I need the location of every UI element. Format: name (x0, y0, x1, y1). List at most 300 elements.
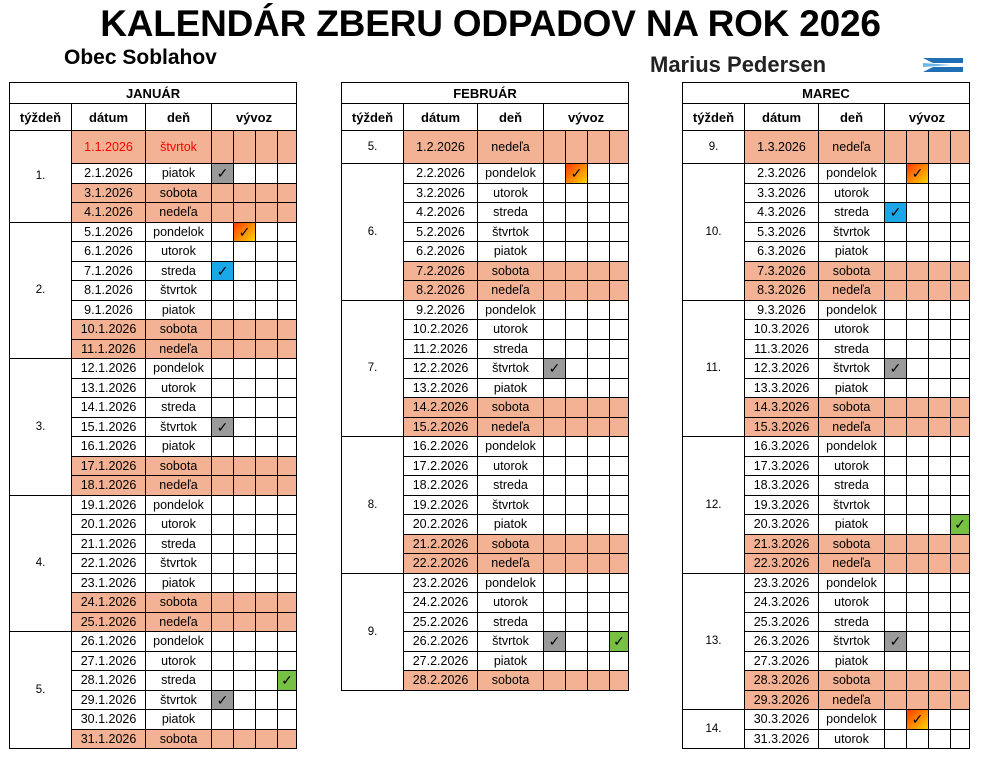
pickup-cell (212, 554, 234, 574)
pickup-cell (610, 164, 629, 184)
day-row (10, 359, 297, 379)
week-number: 9. (342, 573, 404, 690)
week-number: 3. (10, 359, 72, 496)
pickup-cell (256, 495, 278, 515)
header-day: deň (146, 104, 212, 131)
column-header-row (683, 104, 970, 131)
pickup-cell (951, 456, 970, 476)
pickup-cell (951, 729, 970, 749)
pickup-cell (278, 593, 297, 613)
month-header-row (683, 83, 970, 104)
date-cell: 19.1.2026 (72, 495, 146, 515)
pickup-cell (951, 495, 970, 515)
pickup-cell (234, 651, 256, 671)
pickup-cell (885, 164, 907, 184)
pickup-cell (566, 612, 588, 632)
pickup-cell (929, 690, 951, 710)
pickup-cell (951, 515, 970, 535)
pickup-cell (234, 456, 256, 476)
pickup-cell (544, 456, 566, 476)
day-name-cell: pondelok (819, 300, 885, 320)
date-cell: 27.2.2026 (404, 651, 478, 671)
pickup-cell (885, 437, 907, 457)
pickup-cell (885, 261, 907, 281)
pickup-cell (544, 515, 566, 535)
pickup-cell (907, 515, 929, 535)
pickup-cell (566, 593, 588, 613)
pickup-cell (929, 281, 951, 301)
pickup-cell (907, 534, 929, 554)
pickup-cell (234, 242, 256, 262)
day-row (10, 222, 297, 242)
check-yellow-icon: ✓ (907, 710, 928, 729)
pickup-cell (610, 339, 629, 359)
pickup-cell (610, 417, 629, 437)
day-name-cell: streda (478, 476, 544, 496)
pickup-cell (256, 612, 278, 632)
pickup-cell (278, 203, 297, 223)
pickup-cell (544, 554, 566, 574)
pickup-cell (951, 222, 970, 242)
pickup-cell (256, 359, 278, 379)
date-cell: 10.2.2026 (404, 320, 478, 340)
pickup-cell (234, 320, 256, 340)
pickup-cell (588, 242, 610, 262)
pickup-cell (212, 339, 234, 359)
pickup-cell (544, 359, 566, 379)
week-number: 6. (342, 164, 404, 301)
week-number: 9. (683, 131, 745, 164)
check-green-icon: ✓ (951, 515, 969, 534)
pickup-cell (278, 573, 297, 593)
pickup-cell (929, 398, 951, 418)
day-name-cell: piatok (478, 515, 544, 535)
pickup-cell (951, 437, 970, 457)
pickup-cell (256, 651, 278, 671)
day-name-cell: utorok (478, 183, 544, 203)
pickup-cell (610, 573, 629, 593)
pickup-cell (544, 593, 566, 613)
day-row (683, 164, 970, 184)
pickup-cell (278, 359, 297, 379)
day-row (342, 437, 629, 457)
pickup-cell (907, 612, 929, 632)
day-name-cell: sobota (146, 456, 212, 476)
day-name-cell: štvrtok (819, 632, 885, 652)
pickup-cell (610, 398, 629, 418)
pickup-cell (907, 671, 929, 691)
check-gray-icon: ✓ (212, 691, 233, 710)
pickup-cell (907, 378, 929, 398)
pickup-cell (907, 417, 929, 437)
pickup-cell (212, 729, 234, 749)
pickup-cell (278, 261, 297, 281)
pickup-cell (544, 378, 566, 398)
date-cell: 14.1.2026 (72, 398, 146, 418)
pickup-cell (929, 729, 951, 749)
pickup-cell (951, 612, 970, 632)
pickup-cell (610, 320, 629, 340)
day-name-cell: piatok (146, 164, 212, 184)
pickup-cell (234, 281, 256, 301)
page-title: KALENDÁR ZBERU ODPADOV NA ROK 2026 (100, 3, 881, 44)
pickup-cell (610, 495, 629, 515)
pickup-cell (610, 242, 629, 262)
day-name-cell: streda (819, 203, 885, 223)
date-cell: 18.2.2026 (404, 476, 478, 496)
pickup-cell (885, 339, 907, 359)
pickup-cell (951, 242, 970, 262)
day-name-cell: piatok (819, 242, 885, 262)
day-name-cell: streda (819, 339, 885, 359)
pickup-cell (212, 593, 234, 613)
date-cell: 17.3.2026 (745, 456, 819, 476)
pickup-cell (951, 261, 970, 281)
day-name-cell: pondelok (819, 573, 885, 593)
pickup-cell (234, 632, 256, 652)
header-pickup: vývoz (885, 104, 970, 131)
day-name-cell: pondelok (478, 573, 544, 593)
pickup-cell (588, 183, 610, 203)
day-name-cell: štvrtok (146, 690, 212, 710)
pickup-cell (951, 203, 970, 223)
pickup-cell (907, 359, 929, 379)
day-name-cell: sobota (146, 729, 212, 749)
day-name-cell: utorok (819, 593, 885, 613)
day-name-cell: štvrtok (478, 632, 544, 652)
pickup-cell (212, 261, 234, 281)
pickup-cell (566, 131, 588, 164)
pickup-cell (566, 495, 588, 515)
pickup-cell (212, 359, 234, 379)
pickup-cell (212, 476, 234, 496)
day-name-cell: nedeľa (819, 281, 885, 301)
day-name-cell: piatok (819, 378, 885, 398)
pickup-cell (885, 515, 907, 535)
pickup-cell (256, 164, 278, 184)
pickup-cell (907, 281, 929, 301)
pickup-cell (212, 300, 234, 320)
month-header-row (10, 83, 297, 104)
day-row (683, 437, 970, 457)
pickup-cell (588, 671, 610, 691)
day-name-cell: nedeľa (478, 131, 544, 164)
pickup-cell (929, 203, 951, 223)
pickup-cell (256, 281, 278, 301)
pickup-cell (929, 515, 951, 535)
pickup-cell (234, 710, 256, 730)
day-row (342, 573, 629, 593)
day-name-cell: utorok (478, 593, 544, 613)
pickup-cell (212, 495, 234, 515)
pickup-cell (610, 378, 629, 398)
pickup-cell (278, 612, 297, 632)
pickup-cell (256, 203, 278, 223)
date-cell: 4.1.2026 (72, 203, 146, 223)
date-cell: 4.3.2026 (745, 203, 819, 223)
pickup-cell (907, 456, 929, 476)
pickup-cell (907, 320, 929, 340)
day-row (683, 710, 970, 730)
day-name-cell: nedeľa (478, 554, 544, 574)
day-name-cell: piatok (478, 242, 544, 262)
date-cell: 25.1.2026 (72, 612, 146, 632)
pickup-cell (951, 671, 970, 691)
pickup-cell (885, 651, 907, 671)
date-cell: 21.3.2026 (745, 534, 819, 554)
date-cell: 5.2.2026 (404, 222, 478, 242)
check-yellow-icon: ✓ (907, 164, 928, 183)
pickup-cell (566, 398, 588, 418)
pickup-cell (544, 203, 566, 223)
date-cell: 22.3.2026 (745, 554, 819, 574)
day-name-cell: streda (146, 398, 212, 418)
pickup-cell (234, 359, 256, 379)
pickup-cell (256, 437, 278, 457)
pickup-cell (256, 534, 278, 554)
day-name-cell: utorok (478, 456, 544, 476)
pickup-cell (885, 534, 907, 554)
pickup-cell (278, 437, 297, 457)
date-cell: 11.2.2026 (404, 339, 478, 359)
pickup-cell (256, 320, 278, 340)
pickup-cell (256, 378, 278, 398)
day-name-cell: streda (478, 203, 544, 223)
day-name-cell: streda (819, 612, 885, 632)
header-pickup: vývoz (544, 104, 629, 131)
pickup-cell (212, 632, 234, 652)
day-name-cell: nedeľa (819, 131, 885, 164)
pickup-cell (234, 573, 256, 593)
pickup-cell (951, 281, 970, 301)
pickup-cell (929, 222, 951, 242)
pickup-cell (256, 593, 278, 613)
pickup-cell (929, 378, 951, 398)
day-name-cell: utorok (146, 515, 212, 535)
date-cell: 23.2.2026 (404, 573, 478, 593)
pickup-cell (278, 710, 297, 730)
week-number: 1. (10, 131, 72, 223)
date-cell: 14.2.2026 (404, 398, 478, 418)
pickup-cell (951, 593, 970, 613)
pickup-cell (907, 729, 929, 749)
pickup-cell (278, 300, 297, 320)
date-cell: 15.2.2026 (404, 417, 478, 437)
pickup-cell (907, 573, 929, 593)
pickup-cell (885, 359, 907, 379)
pickup-cell (951, 651, 970, 671)
date-cell: 21.2.2026 (404, 534, 478, 554)
day-name-cell: sobota (819, 261, 885, 281)
check-green-icon: ✓ (610, 632, 628, 651)
day-name-cell: utorok (146, 242, 212, 262)
date-cell: 2.2.2026 (404, 164, 478, 184)
date-cell: 29.3.2026 (745, 690, 819, 710)
day-row (10, 495, 297, 515)
day-name-cell: piatok (146, 573, 212, 593)
pickup-cell (885, 320, 907, 340)
pickup-cell (929, 131, 951, 164)
pickup-cell (610, 554, 629, 574)
pickup-cell (212, 398, 234, 418)
pickup-cell (256, 300, 278, 320)
pickup-cell (234, 183, 256, 203)
pickup-cell (234, 417, 256, 437)
pickup-cell (234, 690, 256, 710)
pickup-cell (544, 417, 566, 437)
pickup-cell (256, 515, 278, 535)
date-cell: 12.1.2026 (72, 359, 146, 379)
day-name-cell: sobota (478, 534, 544, 554)
pickup-cell (234, 339, 256, 359)
date-cell: 12.3.2026 (745, 359, 819, 379)
pickup-cell (951, 690, 970, 710)
day-name-cell: štvrtok (146, 554, 212, 574)
pickup-cell (278, 495, 297, 515)
month-table-januar (9, 82, 297, 749)
pickup-cell (544, 131, 566, 164)
day-name-cell: sobota (819, 671, 885, 691)
day-name-cell: nedeľa (819, 690, 885, 710)
pickup-cell (610, 183, 629, 203)
pickup-cell (929, 339, 951, 359)
pickup-cell (588, 476, 610, 496)
pickup-cell (256, 339, 278, 359)
month-header-row (342, 83, 629, 104)
date-cell: 24.3.2026 (745, 593, 819, 613)
pickup-cell (610, 651, 629, 671)
date-cell: 10.3.2026 (745, 320, 819, 340)
pickup-cell (278, 320, 297, 340)
pickup-cell (566, 261, 588, 281)
pickup-cell (588, 281, 610, 301)
date-cell: 8.1.2026 (72, 281, 146, 301)
pickup-cell (234, 554, 256, 574)
pickup-cell (885, 183, 907, 203)
check-green-icon: ✓ (278, 671, 296, 690)
pickup-cell (951, 339, 970, 359)
pickup-cell (256, 417, 278, 437)
pickup-cell (566, 339, 588, 359)
date-cell: 23.3.2026 (745, 573, 819, 593)
pickup-cell (256, 398, 278, 418)
pickup-cell (588, 593, 610, 613)
pickup-cell (566, 281, 588, 301)
date-cell: 21.1.2026 (72, 534, 146, 554)
pickup-cell (566, 359, 588, 379)
date-cell: 14.3.2026 (745, 398, 819, 418)
date-cell: 6.1.2026 (72, 242, 146, 262)
date-cell: 16.1.2026 (72, 437, 146, 457)
pickup-cell (212, 164, 234, 184)
day-name-cell: nedeľa (146, 612, 212, 632)
day-name-cell: sobota (146, 183, 212, 203)
pickup-cell (610, 612, 629, 632)
date-cell: 11.3.2026 (745, 339, 819, 359)
date-cell: 8.2.2026 (404, 281, 478, 301)
date-cell: 26.3.2026 (745, 632, 819, 652)
pickup-cell (234, 378, 256, 398)
date-cell: 3.3.2026 (745, 183, 819, 203)
pickup-cell (234, 612, 256, 632)
pickup-cell (544, 300, 566, 320)
pickup-cell (278, 690, 297, 710)
date-cell: 16.2.2026 (404, 437, 478, 457)
pickup-cell (234, 437, 256, 457)
day-name-cell: pondelok (146, 359, 212, 379)
pickup-cell (566, 534, 588, 554)
day-name-cell: piatok (146, 437, 212, 457)
date-cell: 27.1.2026 (72, 651, 146, 671)
month-name: MAREC (683, 83, 970, 104)
week-number: 14. (683, 710, 745, 749)
day-name-cell: pondelok (478, 164, 544, 184)
day-name-cell: piatok (819, 515, 885, 535)
pickup-cell (234, 131, 256, 164)
date-cell: 17.1.2026 (72, 456, 146, 476)
pickup-cell (951, 183, 970, 203)
day-row (683, 131, 970, 164)
pickup-cell (907, 495, 929, 515)
check-gray-icon: ✓ (544, 359, 565, 378)
pickup-cell (929, 573, 951, 593)
pickup-cell (278, 534, 297, 554)
date-cell: 28.2.2026 (404, 671, 478, 691)
pickup-cell (278, 651, 297, 671)
date-cell: 12.2.2026 (404, 359, 478, 379)
pickup-cell (885, 378, 907, 398)
date-cell: 2.3.2026 (745, 164, 819, 184)
pickup-cell (566, 378, 588, 398)
pickup-cell (212, 131, 234, 164)
pickup-cell (907, 651, 929, 671)
pickup-cell (588, 534, 610, 554)
pickup-cell (951, 320, 970, 340)
pickup-cell (885, 131, 907, 164)
date-cell: 1.2.2026 (404, 131, 478, 164)
pickup-cell (256, 690, 278, 710)
day-name-cell: streda (819, 476, 885, 496)
pickup-cell (256, 456, 278, 476)
pickup-cell (588, 203, 610, 223)
pickup-cell (278, 476, 297, 496)
day-name-cell: piatok (146, 300, 212, 320)
check-yellow-icon: ✓ (234, 223, 255, 242)
pickup-cell (256, 476, 278, 496)
pickup-cell (588, 261, 610, 281)
day-name-cell: štvrtok (478, 222, 544, 242)
month-table-marec (682, 82, 970, 749)
pickup-cell (907, 339, 929, 359)
pickup-cell (566, 242, 588, 262)
pickup-cell (234, 222, 256, 242)
date-cell: 28.3.2026 (745, 671, 819, 691)
pickup-cell (929, 632, 951, 652)
pickup-cell (278, 378, 297, 398)
pickup-cell (544, 164, 566, 184)
pickup-cell (234, 515, 256, 535)
pickup-cell (256, 242, 278, 262)
pickup-cell (929, 300, 951, 320)
pickup-cell (907, 131, 929, 164)
pickup-cell (610, 222, 629, 242)
pickup-cell (212, 222, 234, 242)
date-cell: 26.2.2026 (404, 632, 478, 652)
pickup-cell (544, 281, 566, 301)
week-number: 8. (342, 437, 404, 574)
pickup-cell (588, 495, 610, 515)
pickup-cell (951, 534, 970, 554)
